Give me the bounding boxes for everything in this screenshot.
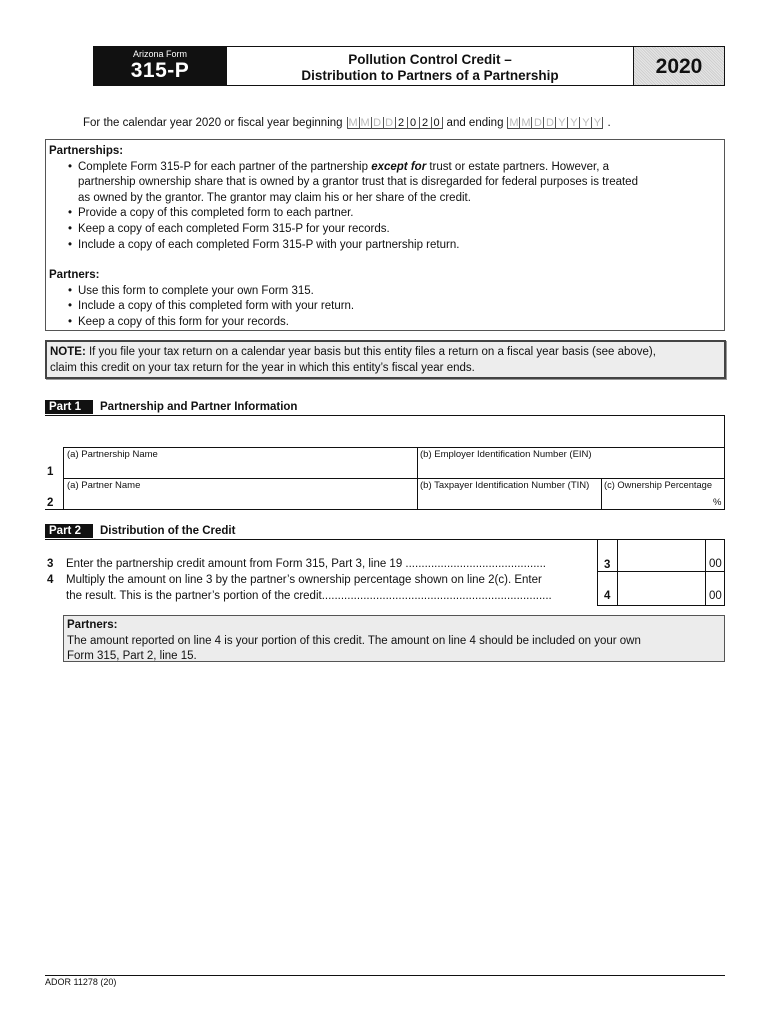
line4-amount-input[interactable] xyxy=(618,573,705,605)
list-item: • Complete Form 315-P for each partner of the partnership except for trust or estate partners. However, a partnership ownership share that is owned by a grantor trust that is disregarded for federal purposes is treated as owned by the grantor. The grantor may claim his or her share of the credit. xyxy=(68,160,720,207)
partnership-name-label: (a) Partnership Name xyxy=(67,449,158,460)
form-title-line1: Pollution Control Credit – xyxy=(348,52,512,67)
percent-sign: % xyxy=(713,497,722,508)
partner-name-input[interactable] xyxy=(64,492,417,509)
form-number: 315-P xyxy=(130,59,190,82)
line4-number: 4 xyxy=(47,574,54,586)
line4-cents: 00 xyxy=(709,590,722,602)
line3-cents: 00 xyxy=(709,558,722,570)
note-box: NOTE: If you file your tax return on a calendar year basis but this entity files a return on a fiscal year basis (see above), claim this credit on your tax return for the year in which this entity’s fiscal year ends. xyxy=(45,340,726,379)
calendar-year-line xyxy=(83,117,611,129)
part2-title: Distribution of the Credit xyxy=(100,525,236,537)
fiscal-begin-date-field[interactable]: M M D D 2 0 2 0 xyxy=(347,117,443,129)
line1-number: 1 xyxy=(47,466,54,478)
partners-list xyxy=(68,284,720,331)
partners-note-box: Partners: The amount reported on line 4 is your portion of this credit. The amount on line 4 should be included on your own Form 315, Part 2, line 15. xyxy=(63,615,725,662)
fiscal-end-date-field[interactable]: M M D D Y Y Y Y xyxy=(507,117,603,129)
tax-year: 2020 xyxy=(633,46,725,86)
part1-header xyxy=(45,400,297,414)
partners-heading: Partners: xyxy=(49,269,100,282)
part1-label: Part 1 xyxy=(45,400,93,414)
calendar-middle: and ending xyxy=(446,117,504,129)
line4-text-2: the result. This is the partner’s portion of the credit........................................................................ xyxy=(66,590,552,602)
list-item: • Keep a copy of this form for your records. xyxy=(68,315,720,331)
line3-text: Enter the partnership credit amount from Form 315, Part 3, line 19 ............................................ xyxy=(66,558,546,570)
ownership-percentage-input[interactable] xyxy=(602,492,712,509)
line2-number: 2 xyxy=(47,497,54,509)
list-item: • Include a copy of each completed Form 315-P with your partnership return. xyxy=(68,238,720,254)
form-title-line2: Distribution to Partners of a Partnership xyxy=(301,68,559,83)
list-item: • Keep a copy of each completed Form 315-P for your records. xyxy=(68,222,720,238)
partner-name-label: (a) Partner Name xyxy=(67,480,141,491)
list-item: • Include a copy of this completed form with your return. xyxy=(68,299,720,315)
list-item: • Provide a copy of this completed form to each partner. xyxy=(68,206,720,222)
instructions-box xyxy=(45,139,725,331)
tin-label: (b) Taxpayer Identification Number (TIN) xyxy=(420,480,590,491)
partners-note-heading: Partners: xyxy=(67,619,118,631)
form-title xyxy=(227,46,633,86)
line3-amount-input[interactable] xyxy=(618,541,705,571)
line3-number: 3 xyxy=(47,558,54,570)
state-form-label: Arizona Form xyxy=(132,49,187,59)
form-footer-code: ADOR 11278 (20) xyxy=(45,977,117,987)
part1-title: Partnership and Partner Information xyxy=(100,401,298,413)
partnership-name-input[interactable] xyxy=(64,460,417,477)
calendar-prefix: For the calendar year 2020 or fiscal year beginning xyxy=(83,117,343,129)
form-number-block xyxy=(93,46,227,86)
calendar-suffix: . xyxy=(607,117,611,129)
line3-box-number: 3 xyxy=(604,559,611,571)
line4-text-1: Multiply the amount on line 3 by the partner’s ownership percentage shown on line 2(c). Enter xyxy=(66,574,542,586)
ownership-percentage-label: (c) Ownership Percentage xyxy=(604,480,712,490)
list-item: • Use this form to complete your own Form 315. xyxy=(68,284,720,300)
note-label: NOTE: xyxy=(50,346,86,358)
line4-box-number: 4 xyxy=(604,590,611,602)
partnerships-heading: Partnerships: xyxy=(49,145,124,157)
partnerships-list xyxy=(68,160,720,254)
tin-input[interactable] xyxy=(418,492,601,509)
part2-header xyxy=(45,524,235,538)
ein-label: (b) Employer Identification Number (EIN) xyxy=(420,449,592,460)
part2-label: Part 2 xyxy=(45,524,93,538)
ein-input[interactable] xyxy=(418,460,724,477)
